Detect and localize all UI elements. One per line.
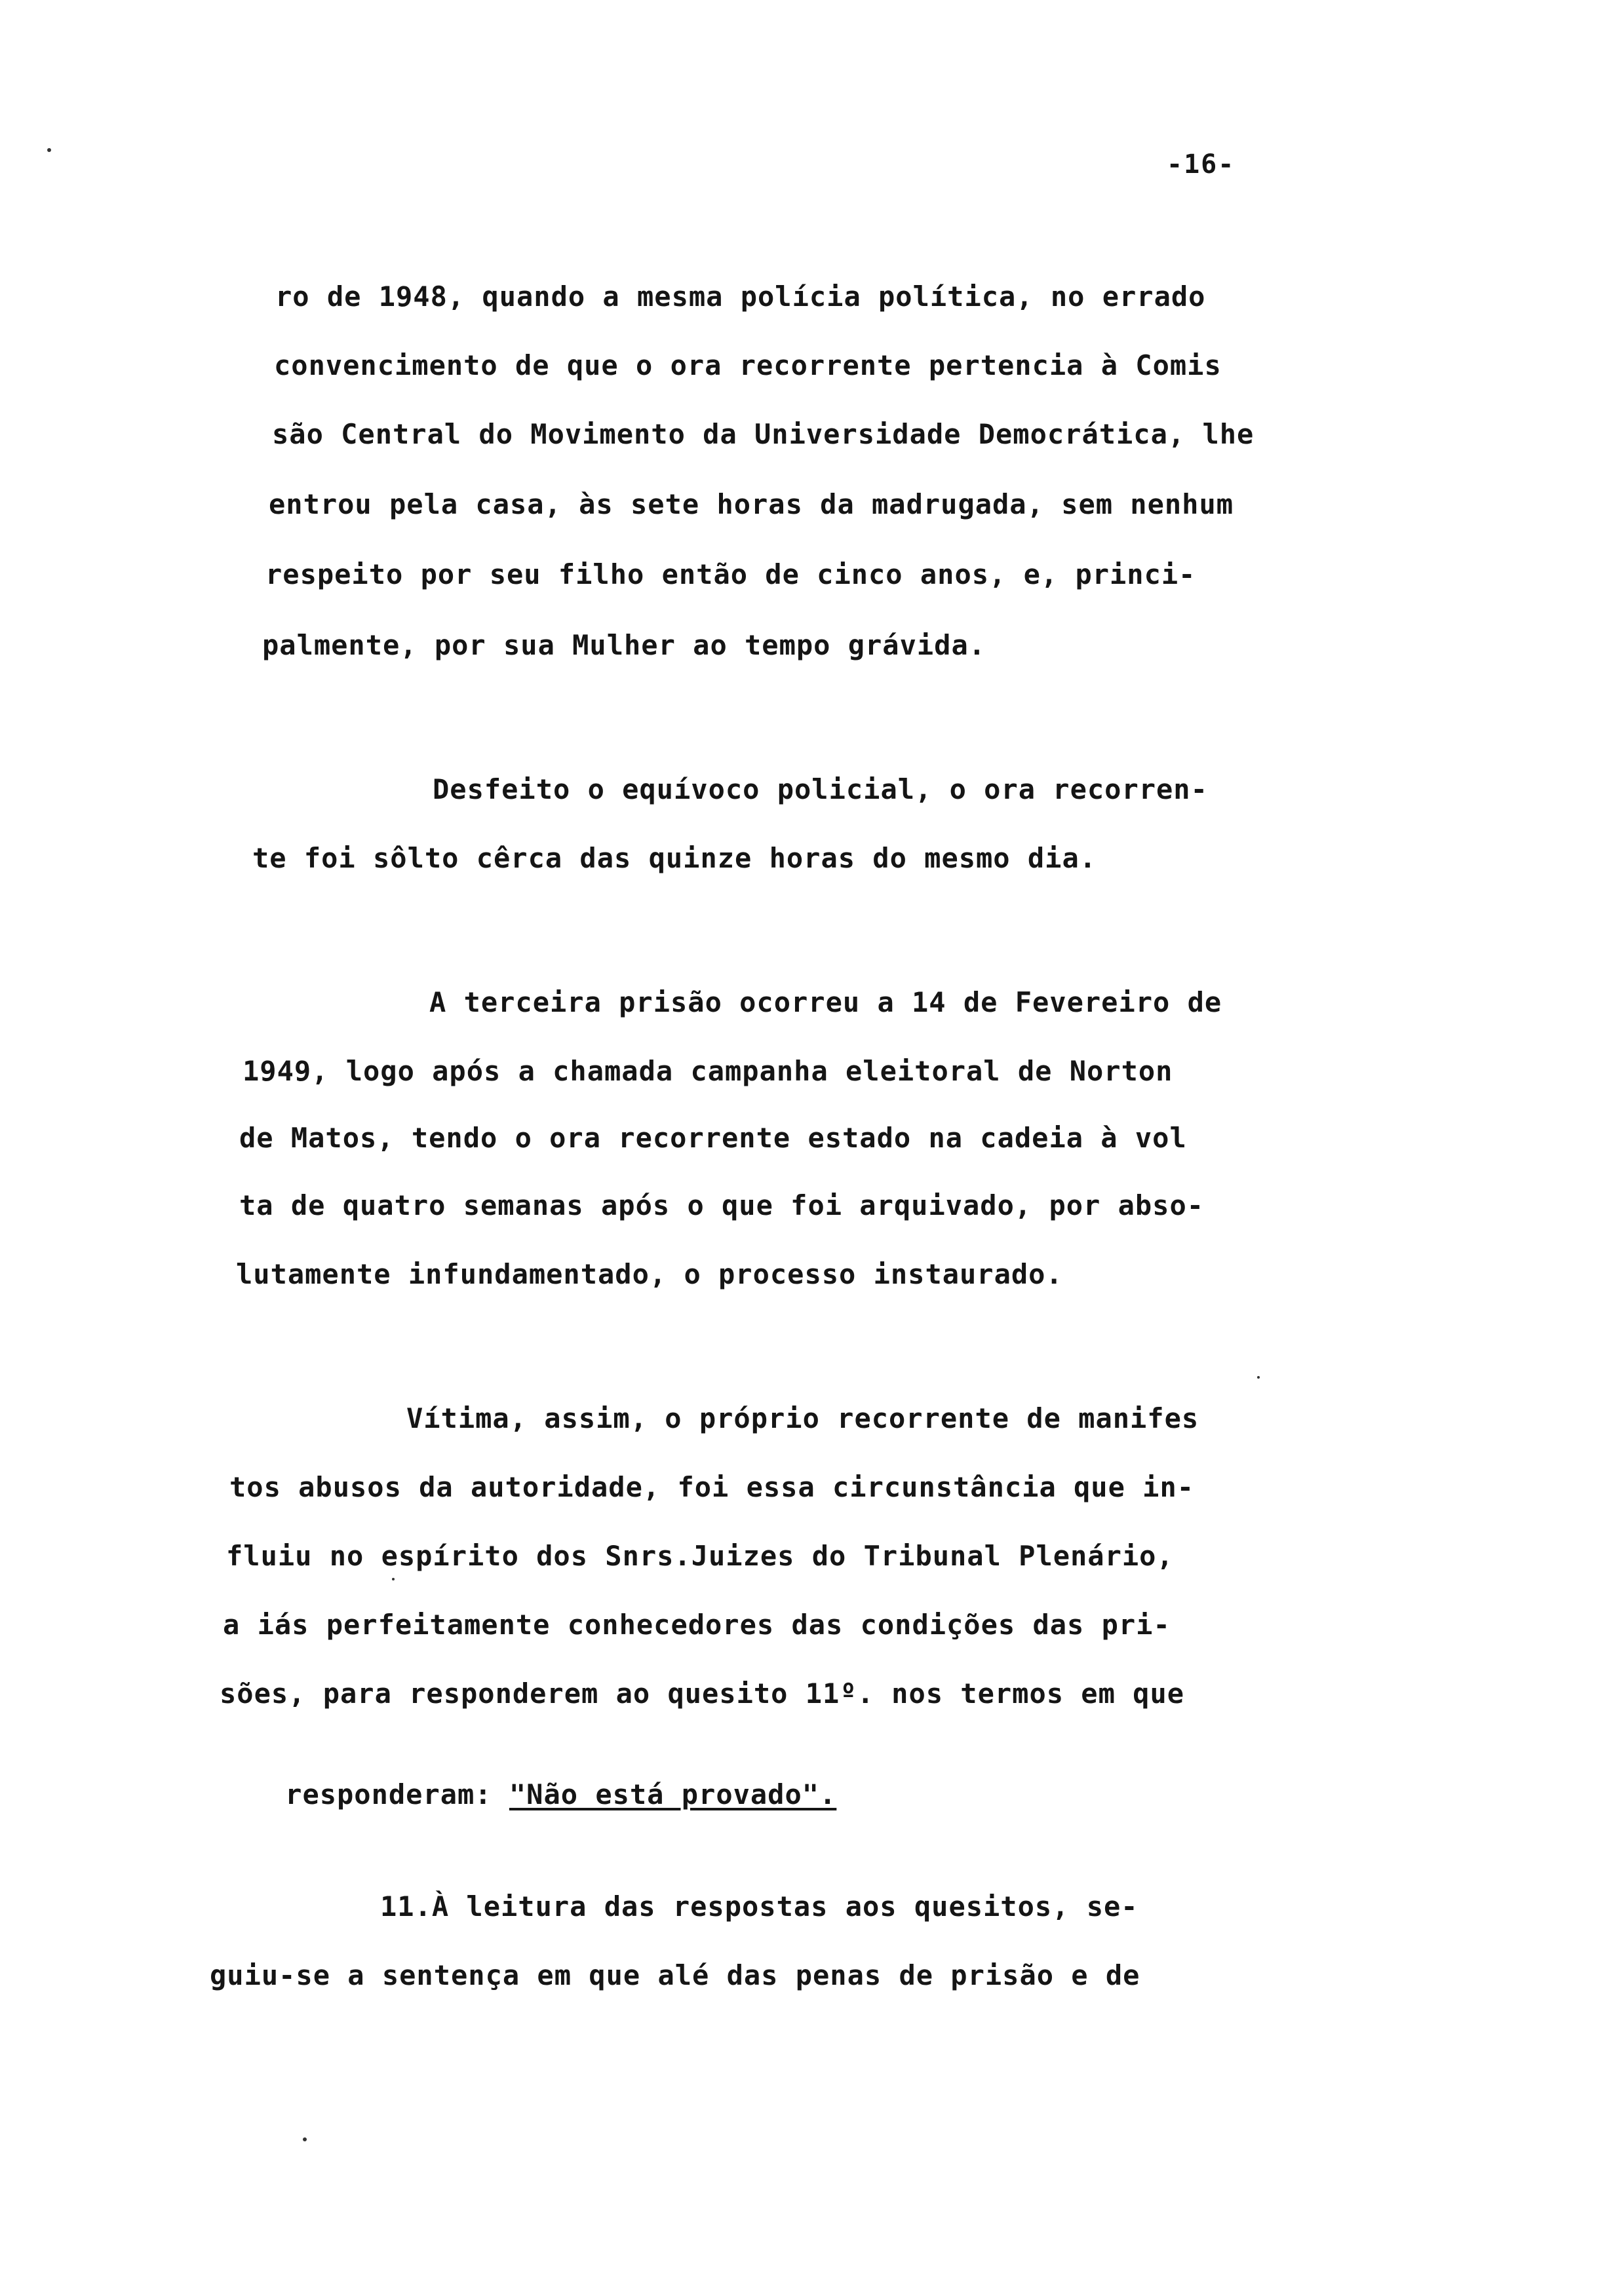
text-line: lutamente infundamentado, o processo instaurado. <box>236 1258 1063 1290</box>
text-line: ta de quatro semanas após o que foi arquivado, por abso- <box>239 1189 1205 1221</box>
text-line: sões, para responderem ao quesito 11º. nos termos em que <box>220 1677 1185 1710</box>
text-line: Desfeito o equívoco policial, o ora recorren- <box>433 773 1208 805</box>
scan-speck <box>47 148 51 152</box>
text-line: a iás perfeitamente conhecedores das condições das pri- <box>223 1609 1171 1641</box>
text-line: fluiu no espírito dos Snrs.Juizes do Tribunal Plenário, <box>226 1540 1174 1572</box>
text-line: A terceira prisão ocorreu a 14 de Fevereiro de <box>429 986 1222 1018</box>
text-line: ro de 1948, quando a mesma polícia política, no errado <box>275 280 1206 313</box>
scan-speck <box>303 2137 307 2141</box>
scan-speck <box>392 1578 395 1580</box>
page-number: -16- <box>1167 149 1236 180</box>
text-line <box>216 1746 836 1843</box>
quoted-answer: "Não está provado". <box>509 1778 837 1810</box>
text-line: de Matos, tendo o ora recorrente estado na cadeia à vol <box>239 1122 1187 1154</box>
text-line: 11.À leitura das respostas aos quesitos, se- <box>380 1890 1138 1923</box>
text-line: guiu-se a sentença em que alé das penas de prisão e de <box>210 1959 1140 1991</box>
text-line: tos abusos da autoridade, foi essa circunstância que in- <box>229 1471 1195 1503</box>
scan-speck <box>1257 1376 1260 1379</box>
text-line: palmente, por sua Mulher ao tempo grávida. <box>262 629 986 661</box>
text-line: Vítima, assim, o próprio recorrente de manifes <box>406 1402 1199 1434</box>
text-line: te foi sôlto cêrca das quinze horas do mesmo dia. <box>252 842 1097 874</box>
text-line: 1949, logo após a chamada campanha eleitoral de Norton <box>243 1055 1173 1087</box>
text-line: entrou pela casa, às sete horas da madrugada, sem nenhum <box>269 488 1234 520</box>
text-line: respeito por seu filho então de cinco anos, e, princi- <box>265 558 1196 590</box>
text-line: são Central do Movimento da Universidade Democrática, lhe <box>272 418 1255 450</box>
text-line-start: responderam: <box>285 1778 509 1810</box>
text-line: convencimento de que o ora recorrente pertencia à Comis <box>274 349 1222 381</box>
